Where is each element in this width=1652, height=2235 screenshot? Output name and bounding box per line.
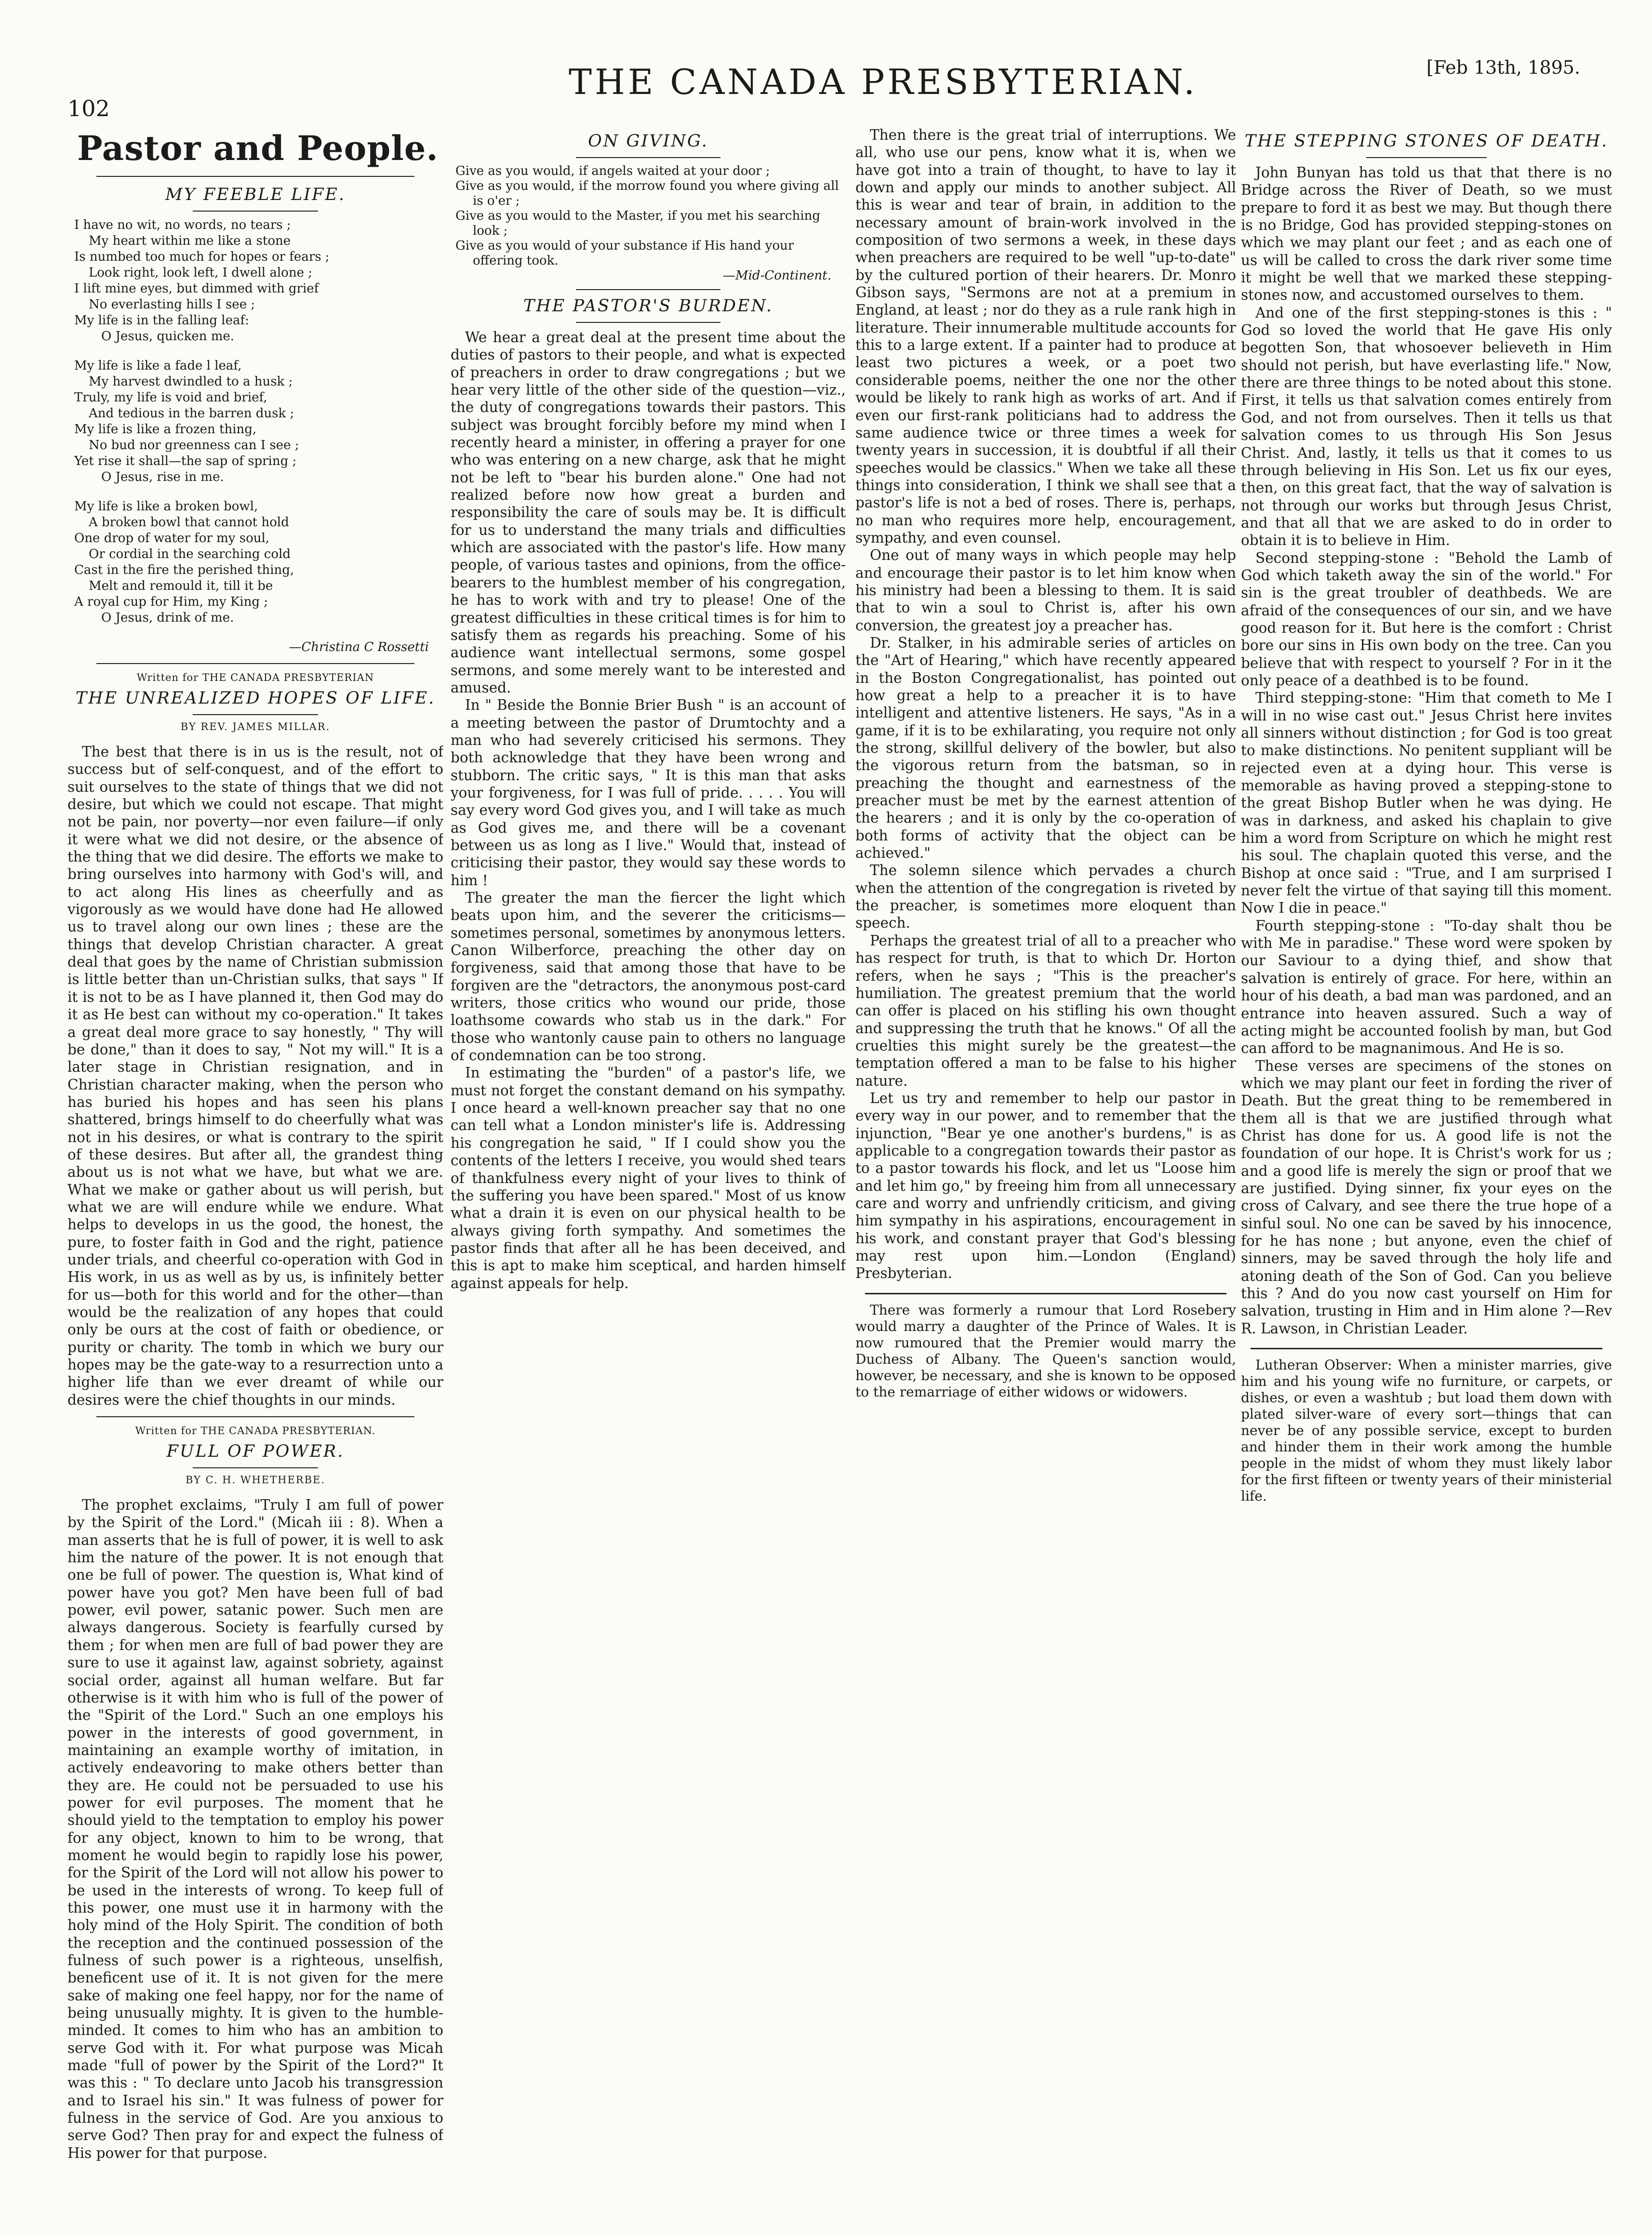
article-title: FULL OF POWER. (166, 1442, 345, 1462)
article-paragraph: The solemn silence which pervades a church when the attention of the congregation is riveted by the preacher, is sometimes more eloquent than speech. (855, 862, 1236, 931)
poem-line: Give as you would, if the morrow found you where giving all is o'er ; (455, 179, 839, 208)
poem-line: My life is like a fade l leaf, (74, 359, 242, 373)
article-title: THE PASTOR'S BURDEN. (523, 296, 773, 316)
poem-line: O Jesus, drink of me. (101, 611, 234, 625)
poem-my-feeble-life (74, 217, 443, 655)
poem-line: Give as you would to the Master, if you met his searching look ; (455, 209, 821, 238)
poem-line: One drop of water for my soul, (74, 531, 270, 545)
divider (96, 176, 414, 177)
poem-attribution: —Mid-Continent. (722, 268, 831, 283)
article-title: THE UNREALIZED HOPES OF LIFE. (75, 689, 436, 708)
poem-line: My life is in the falling leaf: (74, 313, 249, 328)
poem-line: O Jesus, rise in me. (101, 470, 224, 484)
poem-line: My life is like a frozen thing, (74, 422, 257, 437)
poem-line: A royal cup for Him, my King ; (74, 595, 268, 609)
divider (1251, 1348, 1602, 1349)
article-paragraph: John Bunyan has told us that that there is no Bridge across the River of Death, so we must prepare to ford it as best we may. But though there is no Bridge, God has provided stepping-stones on which we may plant our feet ; and as each one of us will be called to cross the dark river some time it might be well that we marked these stepping-stones now, and accustomed ourselves to them. (1241, 164, 1612, 304)
poem-title: MY FEEBLE LIFE. (165, 185, 346, 204)
article-paragraph: The prophet exclaims, "Truly I am full of power by the Spirit of the Lord." (Micah iii : 8). When a man asserts that he is full of power, it is well to ask him the nature of the power. It is not enough that one be full of power. The question is, What kind of power have you got? Men have been full of bad power, evil power, satanic power. Such men are always dangerous. Society is fearfully cursed by them ; for when men are full of bad power they are sure to use it against law, against sobriety, against social order, against all human welfare. But far otherwise is it with him who is full of the power of the "Spirit of the Lord." Such an one employs his power in the interests of good government, in maintaining an example worthy of imitation, in actively endeavoring to make others better than they are. He could not be persuaded to use his power for evil purposes. The moment that he should yield to the temptation to employ his power for any object, known to him to be wrong, that moment he would begin to rapidly lose his power, for the Spirit of the Lord will not allow his power to be used in the interests of wrong. To keep full of this power, one must use it in harmony with the holy mind of the Holy Spirit. The condition of both the reception and the continued possession of the fulness of such power is a righteous, unselfish, beneficent use of it. It is not given for the mere sake of making one feel happy, nor for the name of being unusually mighty. It is given to the humble-minded. It comes to him who has an ambition to serve God with it. For what purpose was Micah made "full of power by the Spirit of the Lord?" It was this : " To declare unto Jacob his transgression and to Israel his sin." It was fulness of power for fulness in the service of God. Are you anxious to serve God? Then pray for and expect the fulness of His power for that purpose. (67, 1497, 443, 2161)
poem-attribution: —Christina C Rossetti (289, 640, 429, 654)
article-paragraph: In estimating the "burden" of a pastor's life, we must not forget the constant demand on his sympathy. I once heard a well-known preacher say that no one can tell what a London minister's life is. Addressing his congregation he said, " If I could show you the contents of the letters I receive, you would shed tears of thankfulness every night of your lives to think of the suffering you have been spared." Most of us know what a drain it is even on our physical health to be always giving forth sympathy. And sometimes the pastor finds that after all he has been deceived, and this is apt to make him sceptical, and harden himself against appeals for help. (451, 1064, 846, 1291)
article-paragraph: Third stepping-stone: "Him that cometh to Me I will in no wise cast out." Jesus Christ here invites all sinners without distinction ; for God is too great to make distinctions. No penitent suppliant will be rejected even at a dying hour. This verse is memorable as having proved a stepping-stone to the great Bishop Butler when he was dying. He was in darkness, and asked his chaplain to give him a word from Scripture on which he might rest his soul. The chaplain quoted this verse, and the Bishop at once said : "True, and I am surprised I never felt the virtue of that saying till this moment. Now I die in peace." (1241, 690, 1612, 917)
poem-line: No everlasting hills I see ; (89, 297, 255, 312)
poem-line: I have no wit, no words, no tears ; (74, 218, 291, 232)
department-heading: Pastor and People. (77, 128, 439, 168)
masthead: THE CANADA PRESBYTERIAN. (569, 62, 1198, 102)
issue-date: [Feb 13th, 1895. (1426, 57, 1581, 78)
article-paragraph: In " Beside the Bonnie Brier Bush " is an account of a meeting between the pastor of Drumtochty and a man who had severely criticised his sermons. They both acknowledge that they have been wrong and stubborn. The critic says, " It is this man that asks your forgiveness, for I was full of pride. . . . . You will say every word God gives you, and I will take as much as God gives me, and there will be a covenant between us as long as I live." Would that, instead of criticising their pastor, they would say these words to him ! (451, 697, 846, 889)
divider (96, 663, 414, 664)
divider (1366, 157, 1487, 158)
divider (96, 1416, 414, 1417)
divider (193, 211, 318, 212)
article-title: THE STEPPING STONES OF DEATH. (1244, 132, 1609, 151)
news-note: Lutheran Observer: When a minister marries, give him and his young wife no furniture, or carpets, or dishes, or even a washtub ; but load them down with plated silver-ware of every sort—things that can never be of any possible service, except to burden and hinder them in their work among the humble people in the midst of whom they must likely labor for the first fifteen or twenty years of their ministerial life. (1241, 1357, 1612, 1504)
article-paragraph: These verses are specimens of the stones on which we may plant our feet in fording the river of Death. But the great thing to be remembered in them all is that we are justified through what Christ has done for us. A good life is not the foundation of our hope. It is Christ's work for us ; and a good life is merely the sign or proof that we are justified. Dying sinner, fix your eyes on the cross of Calvary, and see there the true hope of a sinful soul. No one can be saved by his innocence, for he has none ; but anyone, even the chief of sinners, may be saved through the holy life and atoning death of the Son of God. Can you believe this ? And do you now cast yourself on Him for salvation, trusting in Him and in Him alone ?—Rev R. Lawson, in Christian Leader. (1241, 1057, 1612, 1337)
poem-line: Look right, look left, I dwell alone ; (89, 266, 312, 280)
poem-line: My harvest dwindled to a husk ; (89, 374, 293, 389)
poem-line: Give as you would of your substance if His hand your offering took. (455, 239, 794, 268)
poem-line: My heart within me like a stone (89, 234, 291, 248)
article-paragraph: And one of the first stepping-stones is this : " God so loved the world that He gave His only begotten Son, that whosoever believeth in Him should not perish, but have everlasting life." Now, there are three things to be noted about this stone. First, it tells us that salvation comes entirely from God, and not from ourselves. Then it tells us that salvation comes to us through His Son Jesus Christ. And, lastly, it tells us that it comes to us through believing in His Son. Let us fix our eyes, then, on this great fact, that the way of salvation is not through our works but through Jesus Christ, and that all that we are asked to do in order to obtain it is to believe in Him. (1241, 304, 1612, 549)
divider (576, 322, 720, 323)
poem-line: A broken bowl that cannot hold (89, 515, 289, 530)
article-paragraph: Fourth stepping-stone : "To-day shalt thou be with Me in paradise." These word were spoken by our Saviour to a dying thief, and show that salvation is entirely of grace. For here, within an hour of his death, a bad man was pardoned, and an entrance into heaven assured. Such a way of acting might be accounted foolish by man, but God can afford to be magnanimous. And He is so. (1241, 917, 1612, 1057)
news-note: There was formerly a rumour that Lord Rosebery would marry a daughter of the Prince of Wales. It is now rumoured that the Premier would marry the Duchess of Albany. The Queen's sanction would, however, be necessary, and she is known to be opposed to the remarriage of either widows or widowers. (855, 1302, 1236, 1400)
article-byline: BY REV. JAMES MILLAR. (180, 721, 331, 732)
poem-line: Is numbed too much for hopes or fears ; (74, 250, 330, 264)
article-paragraph: We hear a great deal at the present time about the duties of pastors to their people, and what is expected of preachers in order to draw congregations ; but we hear very little of the other side of the question—viz., the duty of congregations towards their pastors. This subject was brought forcibly before my mind when I recently heard a minister, in offering a prayer for one who was entering on a new charge, ask that he might not be left to "bear his burden alone." One had not realized before now how great a burden and responsibility the care of souls may be. It is difficult for us to understand the many trials and difficulties which are associated with the pastor's life. How many people, of various tastes and opinions, from the office-bearers to the humblest member of his congregation, he has to work with and try to please! One of the greatest difficulties in these critical times is for him to satisfy them as regards his preaching. Some of his audience want intellectual sermons, some gospel sermons, and some merely want to be interested and amused. (451, 329, 846, 696)
poem-line: My life is like a broken bowl, (74, 499, 258, 514)
poem-on-giving (455, 164, 846, 283)
article-byline: BY C. H. WHETHERBE. (185, 1474, 326, 1486)
divider (865, 1293, 1226, 1294)
article-paragraph: Second stepping-stone : "Behold the Lamb of God which taketh away the sin of the world." For sin is the great troubler of deathbeds. We are afraid of the consequences of our sin, and we have good reason for it. But here is the comfort : Christ bore our sins in His own body on the tree. Can you believe that with respect to yourself ? For in it the only peace of a deathbed is to be found. (1241, 549, 1612, 689)
column-3 (855, 126, 1236, 2203)
poem-line: Yet rise it shall—the sap of spring ; (74, 454, 297, 468)
article-paragraph: Then there is the great trial of interruptions. We all, who use our pens, know what it is, when we have got into a train of thought, to have to lay it down and apply our minds to another subject. All this is wear and tear of brain, in addition to the necessary amount of brain-work involved in the composition of two sermons a week, in these days when preachers are required to be well "up-to-date" by the cultured portion of their hearers. Dr. Monro Gibson says, "Sermons are not at a premium in England, at least ; nor do they as a rule rank high in literature. Their innumerable multitude accounts for this to a large extent. If a painter had to produce at least two pictures a week, or a poet two considerable poems, neither the one nor the other would be likely to rank high as works of art. And if even our first-rank politicians had to address the same audience twice or three times a week for twenty years in succession, it is doubtful if all their speeches would be classics." When we take all these things into consideration, I think we shall see that a pastor's life is not a bed of roses. There is, perhaps, no man who requires more help, encouragement, sympathy, and even counsel. (855, 127, 1236, 546)
poem-line: Truly, my life is void and brief, (74, 390, 267, 405)
written-for-credit: Written for THE CANADA PRESBYTERIAN (136, 672, 374, 683)
article-paragraph: One out of many ways in which people may help and encourage their pastor is to let him know when his ministry had been a blessing to them. It is said that to win a soul to Christ is, after his own conversion, the greatest joy a preacher has. (855, 547, 1236, 634)
column-4 (1241, 126, 1612, 2203)
poem-line: Melt and remould it, till it be (89, 579, 273, 593)
divider (193, 714, 318, 715)
article-paragraph: Perhaps the greatest trial of all to a preacher who has respect for truth, is that to which Dr. Horton refers, when he says ; "This is the preacher's humiliation. The greatest premium that the world can offer is placed on his stifling his own thought and suppressing the truth that he knows." Of all the cruelties this might surely be the greatest—the temptation offered a man to be false to his higher nature. (855, 932, 1236, 1089)
poem-line: I lift mine eyes, but dimmed with grief (74, 281, 319, 296)
article-paragraph: The best that there is in us is the result, not of success but of self-conquest, and of the effort to suit ourselves to the state of things that we did not desire, but which we could not escape. That might not be pain, nor poverty—nor even failure—if only it were what we did not desire, or the absence of the thing that we did desire. The efforts we make to bring ourselves into harmony with God's will, and to act along His lines as cheerfully and as vigorously as we would have done had He allowed us to travel along our own lines ; these are the things that develop Christian character. A great deal that goes by the name of Christian submission is little better than un-Christian sulks, that says " If it is not to be as I have planned it, then God may do it as He best can without my co-operation." It takes a great deal more grace to say honestly, " Thy will be done," than it does to say, " Not my will." It is a later stage in Christian resignation, and in Christian character making, when the person who has buried his hopes and has seen his plans shattered, brings himself to do cheerfully what was not in his desires, or what is contrary to the spirit of these desires. But after all, the grandest thing about us is not what we have, but what we are. What we make or gather about us will perish, but what we are will endure while we endure. What helps to develops in us the good, the honest, the pure, to foster faith in God and the right, patience under trials, and cheerful co-operation with God in His work, in us as well as by us, is infinitely better for us—both for this world and for the other—than would be the realization of any hopes that could only be ours at the cost of faith or obedience, or purity or charity. The tomb in which we bury our hopes may be the gate-way to a resurrection unto a higher life than we ever dreamt of while our desires were the chief thoughts in our minds. (67, 744, 443, 1408)
poem-stanza (74, 217, 443, 345)
poem-line: O Jesus, quicken me. (101, 329, 235, 344)
page-number: 102 (67, 95, 110, 121)
poem-stanza (74, 499, 443, 626)
column-2 (451, 126, 846, 2203)
poem-line: And tedious in the barren dusk ; (89, 406, 294, 421)
divider (193, 1467, 318, 1468)
poem-line: Cast in the fire the perished thing, (74, 563, 294, 577)
divider (576, 289, 720, 290)
article-paragraph: Let us try and remember to help our pastor in every way in our power, and to remember that the injunction, "Bear ye one another's burdens," is as applicable to a congregation towards their pastor as to a pastor towards his flock, and let us "Loose him and let him go," by freeing him from all unnecessary care and worry and unfriendly criticism, and giving him sympathy in his aspirations, encouragement in his work, and constant prayer that God's blessing may rest upon him.—London (England) Presbyterian. (855, 1090, 1236, 1282)
article-paragraph: The greater the man the fiercer the light which beats upon him, and the severer the criticisms—sometimes personal, sometimes by anonymous letters. Canon Wilberforce, preaching the other day on forgiveness, said that among those that have to be forgiven are the "detractors, the anonymous post-card writers, those critics who wound our pride, those loathsome cowards who stab us in the dark." For those who wantonly cause pain to others no language of condemnation can be too strong. (451, 890, 846, 1064)
poem-line: Or cordial in the searching cold (89, 547, 291, 561)
poem-line: No bud nor greenness can I see ; (89, 438, 299, 452)
written-for-credit: Written for THE CANADA PRESBYTERIAN. (135, 1425, 376, 1437)
article-paragraph: Dr. Stalker, in his admirable series of articles on the "Art of Hearing," which have recently appeared in the Boston Congregationalist, has pointed out how great a help to a preacher it is to have intelligent and attentive listeners. He says, "As in a game, if it is to be exhilarating, you require not only the strong, skillful delivery of the bowler, but also the vigorous return from the batsman, so in preaching the thought and earnestness of the preacher must be met by the earnest attention of the hearers ; and it is only by the co-operation of both forms of activity that the object can be achieved." (855, 634, 1236, 862)
column-1 (67, 126, 443, 2203)
poem-line: Give as you would, if angels waited at your door ; (455, 164, 770, 178)
divider (576, 157, 720, 158)
poem-stanza (74, 358, 443, 485)
poem-title: ON GIVING. (588, 132, 708, 151)
